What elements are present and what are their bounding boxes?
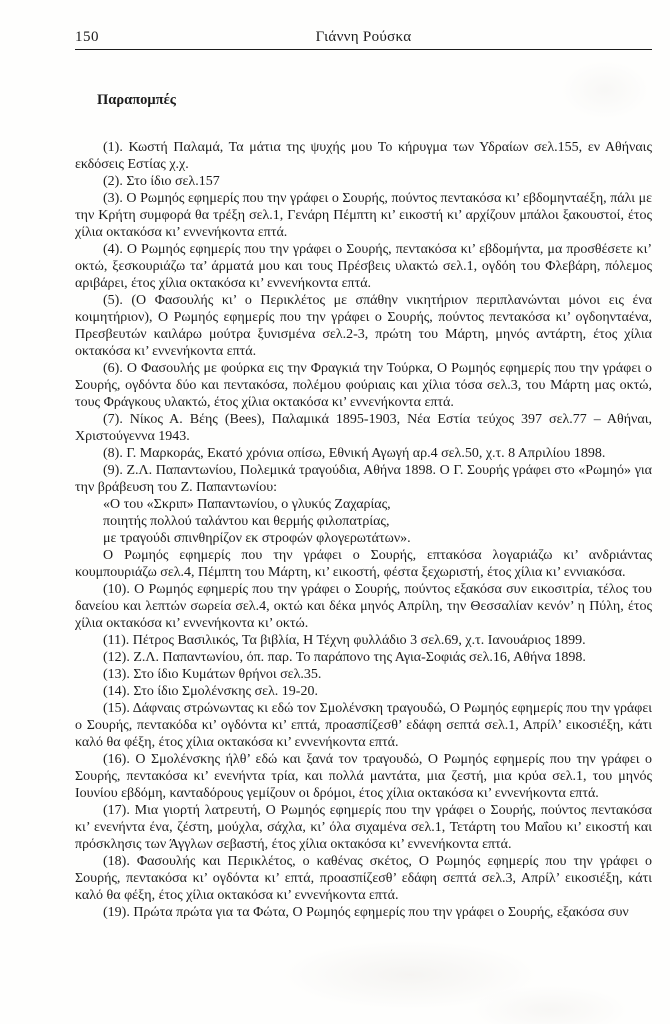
scan-smudge (280, 940, 540, 1010)
reference-item: (9). Ζ.Λ. Παπαντωνίου, Πολεμικά τραγούδια, Αθήνα 1898. Ο Γ. Σουρής γράφει στο «Ρωμηό» για την βράβευση του Ζ. Παπαντωνίου: (75, 463, 652, 495)
reference-item: (19). Πρώτα πρώτα για τα Φώτα, Ο Ρωμηός εφημερίς που την γράφει ο Σουρής, εξακόσα συν (103, 905, 629, 920)
reference-item: (3). Ο Ρωμηός εφημερίς που την γράφει ο Σουρής, πούντος πεντακόσα κι’ εβδομηνταέξη, πάλι με την Κρήτη συμφορά θα τρέξη σελ.1, Γενάρη Πέμπτη κι’ εικοστή κι’ αρχίζουν μπάλοι ξακουστοί, έτος χίλια οκτακόσα κι’ εννενήκοντα επτά. (75, 191, 652, 240)
reference-item: (14). Στο ίδιο Σμολένσκης σελ. 19-20. (103, 684, 318, 699)
reference-item: Ο Ρωμηός εφημερίς που την γράφει ο Σουρής, επτακόσα λογαριάζω κι’ ανδριάντας κουμπουριάζω σελ.4, Πέμπτη του Μάρτη, κι’ εικοστή, φέστα ξεχωριστή, έτος χίλια κι’ εννιακόσα. (75, 548, 652, 580)
running-header-author: Γιάννη Ρούσκα (315, 29, 412, 45)
reference-item: (4). Ο Ρωμηός εφημερίς που την γράφει ο Σουρής, πεντακόσα κι’ εβδομήντα, μα προσθέσετε κι’ οκτώ, ξεσκουριάζω τα’ άρματά μου και τους Πρέσβεις υλακτώ σελ.1, ογδόη του Φλεβάρη, πόλεμος αριβάρει, έτος χίλια οκτακόσα κι’ εννενήκοντα επτά. (75, 242, 652, 291)
references-list (75, 139, 652, 921)
reference-item: (16). Ο Σμολένσκης ήλθ’ εδώ και ξανά τον τραγουδώ, Ο Ρωμηός εφημερίς που την γράφει ο Σουρής, πεντακόσα κι’ ενενήντα τρία, και πολλά μαντάτα, μια ζεστή, μια κρύα σελ.1, του μηνός Ιουνίου εβδόμη, κανταδόρους γεμίζουν οι δρόμοι, έτος χίλια οκτακόσα κι’ εννενήκοντα επτά. (75, 752, 652, 801)
reference-item: (1). Κωστή Παλαμά, Τα μάτια της ψυχής μου Το κήρυγμα των Υδραίων σελ.155, εν Αθήναις εκδόσεις Εστίας χ.χ. (75, 140, 652, 172)
page-number: 150 (75, 29, 99, 45)
section-title: Παραπομπές (97, 92, 176, 108)
reference-item: (8). Γ. Μαρκοράς, Εκατό χρόνια οπίσω, Εθνική Αγωγή αρ.4 σελ.50, χ.τ. 8 Απριλίου 1898. (103, 446, 606, 461)
reference-item: (12). Ζ.Λ. Παπαντωνίου, όπ. παρ. Το παράπονο της Αγια-Σοφιάς σελ.16, Αθήνα 1898. (103, 650, 586, 665)
page-content (75, 92, 652, 921)
reference-item: (17). Μια γιορτή λατρευτή, Ο Ρωμηός εφημερίς που την γράφει ο Σουρής, πούντος πεντακόσα κι’ ενενήντα ένα, ζέστη, μούχλα, σάχλα, κι’ όλα σιχαμένα σελ.1, Τετάρτη του Μαΐου κι’ εικοστή και πρόσκλησις των Άγγλων σεβαστή, έτος χίλια οκτακόσα κι’ εννενήκοντα επτά. (75, 803, 652, 852)
scan-smudge (470, 985, 630, 1024)
verse-line: με τραγούδι σπινθηρίζον εκ στροφών φλογερωτάτων». (103, 531, 411, 546)
reference-item: (10). Ο Ρωμηός εφημερίς που την γράφει ο Σουρής, πούντος εξακόσα συν εικοσιτρία, τέλος του δανείου και λεπτών σωρεία σελ.4, οκτώ και δέκα μηνός Απρίλη, την Θεσσαλίαν κενόν’ η Πύλη, έτος χίλια οκτακόσα κι’ εννενήκοντα κι’ οκτώ. (75, 582, 652, 631)
reference-item: (7). Νίκος Α. Βέης (Bees), Παλαμικά 1895-1903, Νέα Εστία τεύχος 397 σελ.77 – Αθήναι, Χριστούγεννα 1943. (75, 412, 652, 444)
header-rule (75, 49, 652, 50)
reference-item: (11). Πέτρος Βασιλικός, Τα βιβλία, Η Τέχνη φυλλάδιο 3 σελ.69, χ.τ. Ιανουάριος 1899. (103, 633, 586, 648)
verse-line: «Ο του «Σκριπ» Παπαντωνίου, ο γλυκύς Ζαχαρίας, (103, 497, 391, 512)
reference-item: (15). Δάφναις στρώνωντας κι εδώ τον Σμολένσκη τραγουδώ, Ο Ρωμηός εφημερίς που την γράφει ο Σουρής, πεντακόδα κι’ ογδόντα κι’ επτά, προασπίζεσθ’ εδάφη σεπτά σελ.1, Απρίλ’ εικοσιέξη, κάτι καλό θα φέξη, έτος χίλια οκτακόσα κι’ εννενήκοντα επτά. (75, 701, 652, 750)
reference-item: (18). Φασουλής και Περικλέτος, ο καθένας σκέτος, Ο Ρωμηός εφημερίς που την γράφει ο Σουρής, πεντακόσα κι’ ογδόντα κι’ επτά, προασπίζεσθ’ εδάφη σεπτά σελ.3, Απρίλ’ εικοσιέξη, κάτι καλό θα φέξη, έτος χίλια οκτακόσα κι’ εννενήκοντα επτά. (75, 854, 652, 903)
reference-item: (5). (Ο Φασουλής κι’ ο Περικλέτος με σπάθην νικητήριον περιπλανώνται μόνοι εις ένα κοιμητήριον), Ο Ρωμηός εφημερίς που την γράφει ο Σουρής, πούντος πεντακόσα κι’ ογδοηνταένα, Πρεσβευτών καιλάρω μούτρα ξυνισμένα σελ.2-3, πρώτη του Μάρτη, μηνός αντάρτη, έτος χίλια οκτακόσα κι’ εννενήκοντα επτά. (75, 293, 652, 359)
verse-line: ποιητής πολλού ταλάντου και θερμής φιλοπατρίας, (103, 514, 390, 529)
reference-item: (13). Στο ίδιο Κυμάτων θρήνοι σελ.35. (103, 667, 322, 682)
page-header (75, 27, 652, 58)
reference-item: (2). Στο ίδιο σελ.157 (103, 174, 220, 189)
reference-item: (6). Ο Φασουλής με φούρκα εις την Φραγκιά την Τούρκα, Ο Ρωμηός εφημερίς που την γράφει ο Σουρής, ογδόντα δύο και πεντακόσα, πολέμου φούριαις και χίλια τόσα σελ.3, του Μάρτη μας οκτώ, τους Φράγκους υλακτώ, έτος χίλια οκτακόσα κι’ εννενήκοντα επτά. (75, 361, 652, 410)
